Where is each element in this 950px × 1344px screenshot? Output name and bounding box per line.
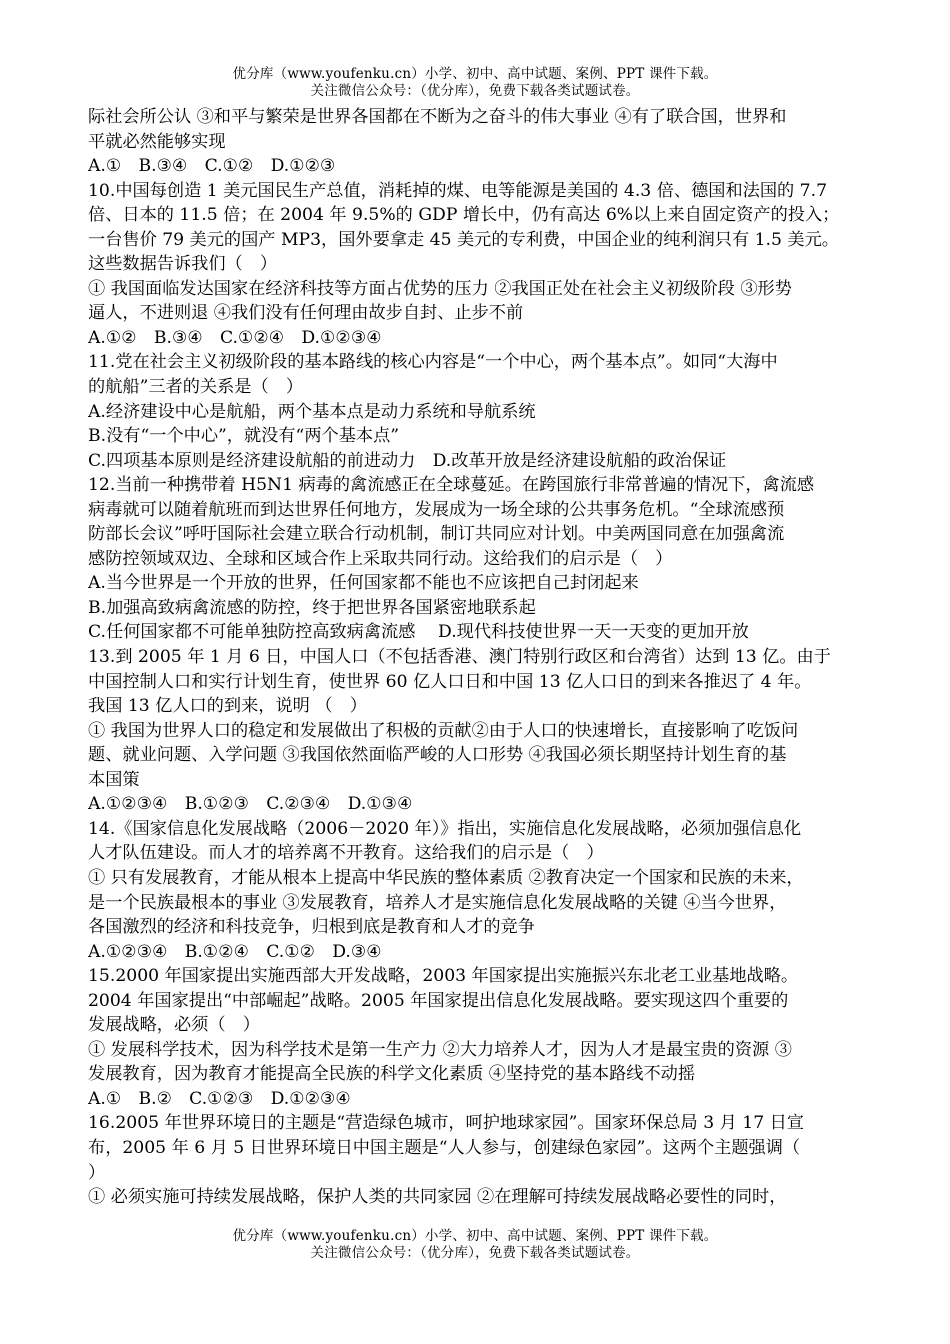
- text-line: 我国 13 亿人口的到来，说明 （ ）: [88, 696, 367, 717]
- text-line: 病毒就可以随着航班而到达世界任何地方，发展成为一场全球的公共事务危机。“全球流感预: [88, 499, 785, 520]
- text-line: A.经济建设中心是航船，两个基本点是动力系统和导航系统: [88, 401, 536, 422]
- text-line: ① 发展科学技术，因为科学技术是第一生产力 ②大力培养人才，因为人才是最宝贵的资源 ③: [88, 1039, 792, 1060]
- text-line: 题、就业问题、入学问题 ③我国依然面临严峻的人口形势 ④我国必须长期坚持计划生育的基: [88, 745, 787, 766]
- footer-wechat-line: 关注微信公众号：（优分库），免费下载各类试题试卷。: [310, 1245, 640, 1261]
- text-line: ① 必须实施可持续发展战略，保护人类的共同家园 ②在理解可持续发展战略必要性的同时，: [88, 1187, 787, 1208]
- text-line: 2004 年国家提出“中部崛起”战略。2005 年国家提出信息化发展战略。要实现这四个重要的: [88, 990, 789, 1011]
- text-line: 11.党在社会主义初级阶段的基本路线的核心内容是“一个中心，两个基本点”。如同“大海中: [88, 352, 778, 373]
- text-line: B.加强高致病禽流感的防控，终于把世界各国紧密地联系起: [88, 597, 536, 618]
- text-line: C.任何国家都不可能单独防控高致病禽流感 D.现代科技使世界一天一天变的更加开放: [88, 622, 749, 643]
- page-footer: [0, 1228, 950, 1262]
- text-line: ① 我国为世界人口的稳定和发展做出了积极的贡献②由于人口的快速增长，直接影响了吃饭问: [88, 720, 799, 741]
- text-line: 发展教育，因为教育才能提高全民族的科学文化素质 ④坚持党的基本路线不动摇: [88, 1064, 696, 1085]
- text-line: 本国策: [88, 769, 140, 790]
- text-line: ① 我国面临发达国家在经济科技等方面占优势的压力 ②我国正处在社会主义初级阶段 ③形势: [88, 278, 792, 299]
- text-line: 平就必然能够实现: [88, 131, 226, 152]
- text-line: 是一个民族最根本的事业 ③发展教育，培养人才是实施信息化发展战略的关键 ④当今世界，: [88, 892, 787, 913]
- text-line: 发展战略，必须（ ）: [88, 1015, 260, 1036]
- text-line: 一台售价 79 美元的国产 MP3，国外要拿走 45 美元的专利费，中国企业的纯利润只有 1.5 美元。: [88, 229, 839, 250]
- text-line: 16.2005 年世界环境日的主题是“营造绿色城市，呵护地球家园”。国家环保总局 3 月 17 日宣: [88, 1113, 804, 1134]
- text-line: 倍、日本的 11.5 倍；在 2004 年 9.5%的 GDP 增长中，仍有高达 6%以上来自固定资产的投入；: [88, 205, 840, 226]
- text-line: ① 只有发展教育，才能从根本上提高中华民族的整体素质 ②教育决定一个国家和民族的未来，: [88, 867, 804, 888]
- text-line: A.①②③④ B.①②③ C.②③④ D.①③④: [88, 794, 413, 815]
- text-line: A.当今世界是一个开放的世界，任何国家都不能也不应该把自己封闭起来: [88, 573, 639, 594]
- text-line: 10.中国每创造 1 美元国民生产总值，消耗掉的煤、电等能源是美国的 4.3 倍、德国和法国的 7.7: [88, 180, 828, 201]
- text-line: 各国激烈的经济和科技竞争，归根到底是教育和人才的竞争: [88, 917, 535, 938]
- text-line: 这些数据告诉我们（ ）: [88, 254, 278, 275]
- text-line: 14.《国家信息化发展战略（2006－2020 年）》指出，实施信息化发展战略，必须加强信息化: [88, 818, 802, 839]
- text-line: 15.2000 年国家提出实施西部大开发战略，2003 年国家提出实施振兴东北老工业基地战略。: [88, 966, 799, 987]
- text-line: A.①②③④ B.①②④ C.①② D.③④: [88, 941, 382, 962]
- text-line: 防部长会议”呼吁国际社会建立联合行动机制，制订共同应对计划。中美两国同意在加强禽流: [88, 524, 785, 545]
- page-header: [0, 66, 950, 100]
- footer-site-line: 优分库（www.youfenku.cn）小学、初中、高中试题、案例、PPT 课件下载。: [232, 1228, 718, 1244]
- text-line: 中国控制人口和实行计划生育，使世界 60 亿人口日和中国 13 亿人口日的到来各推迟了 4 年。: [88, 671, 812, 692]
- text-line: A.① B.③④ C.①② D.①②③: [88, 156, 336, 177]
- text-line: 的航船”三者的关系是（ ）: [88, 377, 304, 398]
- document-body: [88, 105, 888, 1210]
- text-line: B.没有“一个中心”，就没有“两个基本点”: [88, 426, 400, 447]
- header-site-line: 优分库（www.youfenku.cn）小学、初中、高中试题、案例、PPT 课件下载。: [232, 66, 718, 82]
- text-line: C.四项基本原则是经济建设航船的前进动力 D.改革开放是经济建设航船的政治保证: [88, 450, 727, 471]
- text-line: 13.到 2005 年 1 月 6 日，中国人口（不包括香港、澳门特别行政区和台湾省）达到 13 亿。由于: [88, 647, 831, 668]
- text-line: 逼人，不进则退 ④我们没有任何理由故步自封、止步不前: [88, 303, 524, 324]
- text-line: ）: [88, 1162, 106, 1183]
- header-wechat-line: 关注微信公众号：（优分库），免费下载各类试题试卷。: [310, 83, 640, 99]
- text-line: 际社会所公认 ③和平与繁荣是世界各国都在不断为之奋斗的伟大事业 ④有了联合国，世界和: [88, 107, 787, 127]
- text-line: A.①② B.③④ C.①②④ D.①②③④: [88, 327, 382, 348]
- text-line: A.① B.② C.①②③ D.①②③④: [88, 1088, 351, 1109]
- text-line: 布，2005 年 6 月 5 日世界环境日中国主题是“人人参与，创建绿色家园”。这两个主题强调（: [88, 1137, 801, 1158]
- text-line: 感防控领域双边、全球和区域合作上采取共同行动。这给我们的启示是（ ）: [88, 548, 673, 569]
- text-line: 12.当前一种携带着 H5N1 病毒的禽流感正在全球蔓延。在跨国旅行非常普遍的情况下，禽流感: [88, 475, 815, 496]
- text-line: 人才队伍建设。而人才的培养离不开教育。这给我们的启示是（ ）: [88, 843, 604, 864]
